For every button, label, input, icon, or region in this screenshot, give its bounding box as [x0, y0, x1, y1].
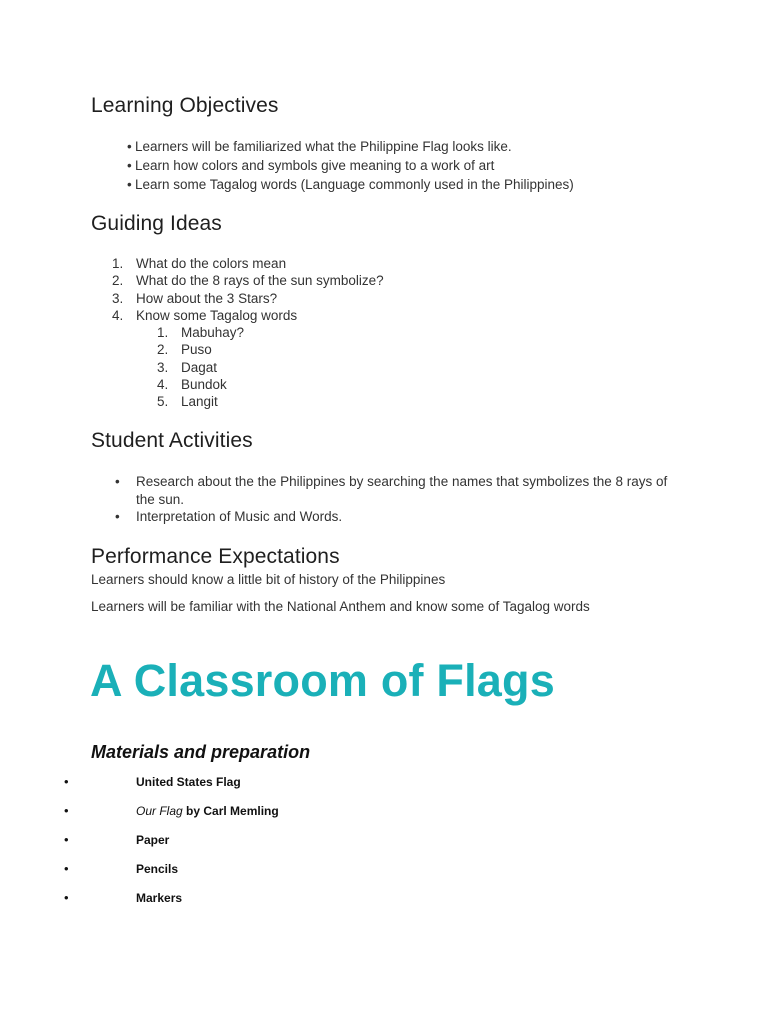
list-item: • Learn how colors and symbols give meaning to a work of art [127, 158, 495, 173]
performance-paragraph: Learners will be familiar with the National Anthem and know some of Tagalog words [91, 599, 590, 614]
performance-expectations-heading: Performance Expectations [91, 545, 340, 568]
list-item: 1. What do the colors mean [112, 256, 287, 271]
list-item: 3. Dagat [157, 359, 218, 375]
learning-objectives-list [127, 137, 574, 194]
list-item: • Research about the the Philippines by searching the names that symbolizes the 8 rays of the sun. [115, 474, 668, 507]
classroom-title: A Classroom of Flags [90, 655, 555, 706]
list-item: 2. What do the 8 rays of the sun symbolize? [112, 273, 384, 289]
learning-objectives-heading: Learning Objectives [91, 94, 279, 117]
performance-paragraph: Learners should know a little bit of history of the Philippines [91, 572, 446, 587]
list-item: 1. Mabuhay? [157, 325, 245, 341]
list-item: 5. Langit [157, 394, 218, 410]
guiding-ideas-list [112, 255, 384, 411]
guiding-ideas-heading: Guiding Ideas [91, 212, 222, 235]
document-page: Learning Objectives • Learners will be familiarized what the Philippine Flag looks like. • Learn how colors and symbols give meaning to a work of art • Learn some Tagalog words (Language commonly used in the Philippines) Guiding Ideas 1. What do the colors mean 2. What do the 8 rays of the sun symbolize? 3. How about the 3 Stars? 4. Know some Tagalog words 1. Mabuhay? 2. Puso 3. Dagat 4. Bundok 5. Langit Student Activities • Research about the the Philippines by searching the names that symbolizes the 8 rays of the sun. • Interpretation of Music and Words. Performance Expectations Learners should know a little bit of history of the Philippines Learners will be familiar with the National Anthem and know some of Tagalog words A Classroom of Flags Materials and preparation • United States Flag • Our Flag by Carl Memling • Paper • Pencils • Markers [0, 0, 768, 1024]
list-item: • Learners will be familiarized what the Philippine Flag looks like. [127, 139, 512, 154]
list-item: 4. Bundok [157, 377, 227, 393]
tagalog-words-list [112, 324, 384, 410]
materials-heading: Materials and preparation [91, 742, 311, 762]
student-activities-list [112, 473, 672, 526]
list-item: 2. Puso [157, 342, 212, 358]
list-item: 4. Know some Tagalog words 1. Mabuhay? 2. Puso 3. Dagat 4. Bundok 5. Langit [112, 307, 384, 411]
list-item: 3. How about the 3 Stars? [112, 290, 278, 306]
list-item: • Interpretation of Music and Words. [115, 509, 343, 524]
book-author: by Carl Memling [182, 804, 279, 818]
book-title: Our Flag [136, 804, 183, 818]
student-activities-heading: Student Activities [91, 429, 253, 452]
list-item: • Learn some Tagalog words (Language commonly used in the Philippines) [127, 177, 574, 192]
